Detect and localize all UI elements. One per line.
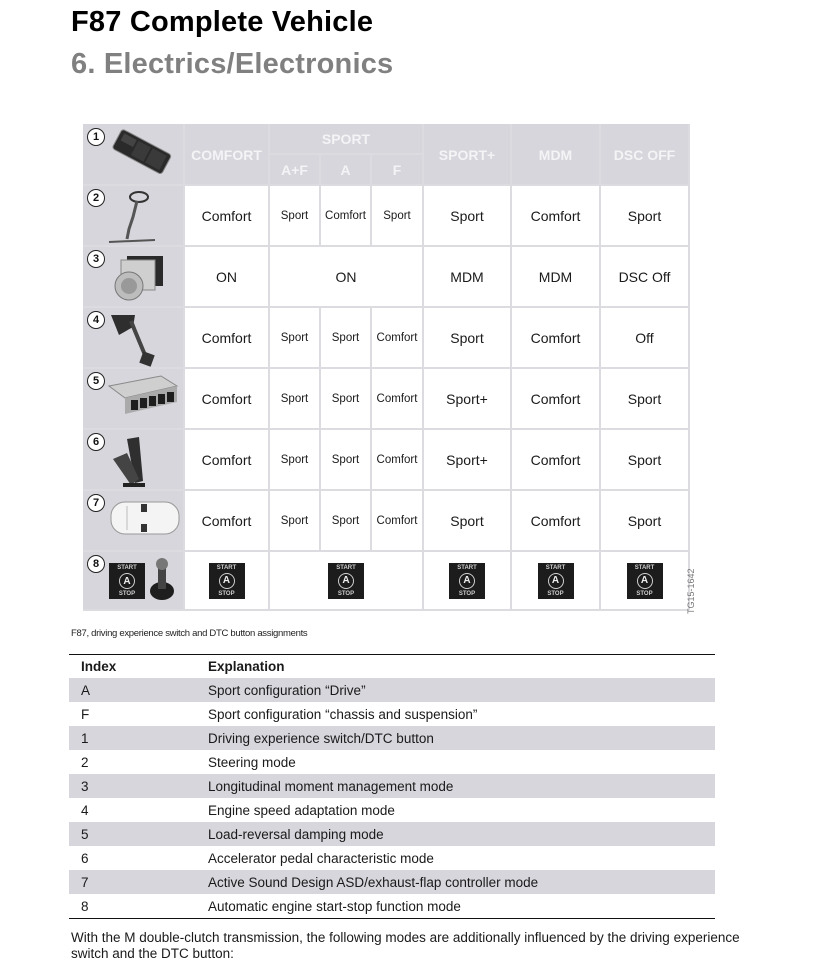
start-label: START xyxy=(117,565,137,571)
cell-sport-plus xyxy=(423,551,511,610)
row-label-cell-2 xyxy=(83,185,184,246)
column-header-comfort: COMFORT xyxy=(184,124,269,185)
cell-mdm: MDM xyxy=(511,246,600,307)
legend-row xyxy=(69,750,715,774)
column-header-mdm: MDM xyxy=(511,124,600,185)
start-label: START xyxy=(457,564,477,571)
column-header-sport-f: F xyxy=(371,154,423,185)
legend-table xyxy=(69,654,715,919)
row-label-cell-3 xyxy=(83,246,184,307)
legend-row xyxy=(69,702,715,726)
body-paragraph: With the M double-clutch transmission, the following modes are additionally influenced by the driving experience switch and the DTC button: xyxy=(71,930,740,961)
start-stop-button-icon xyxy=(538,563,574,599)
index-badge: 2 xyxy=(87,189,105,207)
legend-index: 4 xyxy=(81,802,89,818)
cell-sport-plus: Sport xyxy=(423,185,511,246)
legend-index: 7 xyxy=(81,874,89,890)
row-label-cell-5 xyxy=(83,368,184,429)
auto-letter-ring: A xyxy=(338,573,354,589)
legend-row xyxy=(69,774,715,798)
column-header-dsc-off: DSC OFF xyxy=(600,124,689,185)
grid-line xyxy=(319,154,321,246)
index-badge: 7 xyxy=(87,494,105,512)
legend-explanation: Driving experience switch/DTC button xyxy=(208,730,434,746)
auto-letter-ring: A xyxy=(219,573,235,589)
index-badge: 1 xyxy=(87,128,105,146)
row-label-cell-6 xyxy=(83,429,184,490)
cell-comfort xyxy=(184,551,269,610)
legend-explanation: Engine speed adaptation mode xyxy=(208,802,395,818)
legend-index: F xyxy=(81,706,90,722)
start-label: START xyxy=(336,564,356,571)
legend-row xyxy=(69,870,715,894)
legend-index: 5 xyxy=(81,826,89,842)
row-label-cell-7 xyxy=(83,490,184,551)
cell-sport-af: Sport xyxy=(269,185,320,246)
cell-sport-af: Sport xyxy=(269,490,320,551)
legend-index: 8 xyxy=(81,898,89,914)
column-header-sport-plus: SPORT+ xyxy=(423,124,511,185)
grid-line xyxy=(83,184,689,186)
legend-index: 2 xyxy=(81,754,89,770)
grid-line xyxy=(269,153,423,155)
grid-line xyxy=(83,489,689,491)
cell-sport-plus: Sport xyxy=(423,307,511,368)
legend-index: A xyxy=(81,682,91,698)
cell-sport-plus: Sport+ xyxy=(423,368,511,429)
stop-label: STOP xyxy=(547,590,564,597)
cell-sport-f: Sport xyxy=(371,185,423,246)
cell-comfort: Comfort xyxy=(184,307,269,368)
cell-dsc-off: Off xyxy=(600,307,689,368)
cell-sport-a: Sport xyxy=(320,307,371,368)
cell-mdm: Comfort xyxy=(511,429,600,490)
legend-explanation: Accelerator pedal characteristic mode xyxy=(208,850,434,866)
cell-comfort: Comfort xyxy=(184,185,269,246)
driving-experience-switch-icon xyxy=(105,128,175,183)
legend-explanation: Sport configuration “chassis and suspension” xyxy=(208,706,478,722)
cell-sport-af: Sport xyxy=(269,429,320,490)
cell-mdm: Comfort xyxy=(511,185,600,246)
cell-mdm: Comfort xyxy=(511,307,600,368)
legend-explanation: Longitudinal moment management mode xyxy=(208,778,454,794)
start-stop-button-icon xyxy=(627,563,663,599)
grid-line xyxy=(83,609,689,611)
engine-control-unit-icon xyxy=(105,372,181,425)
start-stop-button-icon xyxy=(328,563,364,599)
stop-label: STOP xyxy=(337,590,355,597)
figure-caption: F87, driving experience switch and DTC button assignments xyxy=(71,628,308,639)
start-stop-with-selector-icon xyxy=(109,563,145,599)
legend-header-row xyxy=(69,655,715,678)
cell-sport-af: Sport xyxy=(269,368,320,429)
index-badge: 6 xyxy=(87,433,105,451)
cell-comfort: Comfort xyxy=(184,429,269,490)
grid-line xyxy=(83,428,689,430)
row-label-cell-4 xyxy=(83,307,184,368)
cell-comfort: Comfort xyxy=(184,490,269,551)
cell-mdm: Comfort xyxy=(511,490,600,551)
legend-row xyxy=(69,822,715,846)
index-badge: 4 xyxy=(87,311,105,329)
auto-letter-ring: A xyxy=(119,573,135,589)
legend-index: 3 xyxy=(81,778,89,794)
legend-header-explanation: Explanation xyxy=(208,659,285,674)
cell-sport-f: Comfort xyxy=(371,368,423,429)
accelerator-pedal-icon xyxy=(105,433,161,496)
dsc-unit-icon xyxy=(105,250,171,311)
grid-line xyxy=(83,306,689,308)
legend-index: 6 xyxy=(81,850,89,866)
legend-row xyxy=(69,846,715,870)
start-stop-button-icon xyxy=(109,563,145,599)
row-label-cell-8 xyxy=(83,551,184,610)
figure-id: TG15-1642 xyxy=(686,568,696,614)
steering-column-icon xyxy=(105,189,165,252)
stop-label: STOP xyxy=(458,590,476,597)
cell-dsc-off: Sport xyxy=(600,490,689,551)
start-label: START xyxy=(545,564,566,571)
legend-row xyxy=(69,894,715,918)
cell-dsc-off: Sport xyxy=(600,368,689,429)
start-label: START xyxy=(216,564,237,571)
legend-header-index: Index xyxy=(81,659,117,674)
auto-letter-ring: A xyxy=(548,573,564,589)
cell-dsc-off: Sport xyxy=(600,429,689,490)
stop-label: STOP xyxy=(218,590,235,597)
vehicle-top-view-icon xyxy=(105,494,185,545)
row-label-cell xyxy=(83,124,184,185)
auto-letter-ring: A xyxy=(637,573,653,589)
legend-row xyxy=(69,726,715,750)
cell-sport-f: Comfort xyxy=(371,307,423,368)
auto-letter-ring: A xyxy=(459,573,475,589)
grid-line xyxy=(83,550,689,552)
cell-sport-plus: MDM xyxy=(423,246,511,307)
cell-sport-plus: Sport+ xyxy=(423,429,511,490)
column-header-sport-af: A+F xyxy=(269,154,320,185)
start-stop-button-icon xyxy=(209,563,245,599)
cell-sport-plus: Sport xyxy=(423,490,511,551)
stop-label: STOP xyxy=(118,591,136,597)
index-badge: 8 xyxy=(87,555,105,573)
pedal-assembly-icon xyxy=(105,311,165,374)
grid-line xyxy=(83,245,689,247)
cell-dsc-off: Sport xyxy=(600,185,689,246)
legend-explanation: Load-reversal damping mode xyxy=(208,826,384,842)
legend-explanation: Steering mode xyxy=(208,754,296,770)
cell-sport-f: Comfort xyxy=(371,429,423,490)
cell-sport-af: Sport xyxy=(269,307,320,368)
legend-explanation: Automatic engine start-stop function mode xyxy=(208,898,461,914)
legend-row xyxy=(69,798,715,822)
legend-index: 1 xyxy=(81,730,89,746)
cell-sport-a: Sport xyxy=(320,429,371,490)
index-badge: 5 xyxy=(87,372,105,390)
cell-mdm xyxy=(511,551,600,610)
start-label: START xyxy=(634,564,655,571)
grid-line xyxy=(370,154,372,246)
cell-mdm: Comfort xyxy=(511,368,600,429)
cell-sport: ON xyxy=(269,246,423,307)
cell-sport-a: Sport xyxy=(320,368,371,429)
grid-line xyxy=(83,367,689,369)
index-badge: 3 xyxy=(87,250,105,268)
page-title: F87 Complete Vehicle xyxy=(71,6,374,38)
cell-dsc-off xyxy=(600,551,689,610)
section-subtitle: 6. Electrics/Electronics xyxy=(71,48,394,80)
column-header-sport: SPORT xyxy=(269,124,423,154)
cell-sport-f: Comfort xyxy=(371,490,423,551)
legend-explanation: Sport configuration “Drive” xyxy=(208,682,366,698)
cell-dsc-off: DSC Off xyxy=(600,246,689,307)
legend-explanation: Active Sound Design ASD/exhaust-flap controller mode xyxy=(208,874,539,890)
cell-sport-a: Sport xyxy=(320,490,371,551)
legend-row xyxy=(69,678,715,702)
column-header-sport-a: A xyxy=(320,154,371,185)
cell-comfort: ON xyxy=(184,246,269,307)
cell-comfort: Comfort xyxy=(184,368,269,429)
mode-assignment-matrix xyxy=(83,124,689,610)
cell-sport xyxy=(269,551,423,610)
cell-sport-a: Comfort xyxy=(320,185,371,246)
stop-label: STOP xyxy=(636,590,653,597)
start-stop-button-icon xyxy=(449,563,485,599)
